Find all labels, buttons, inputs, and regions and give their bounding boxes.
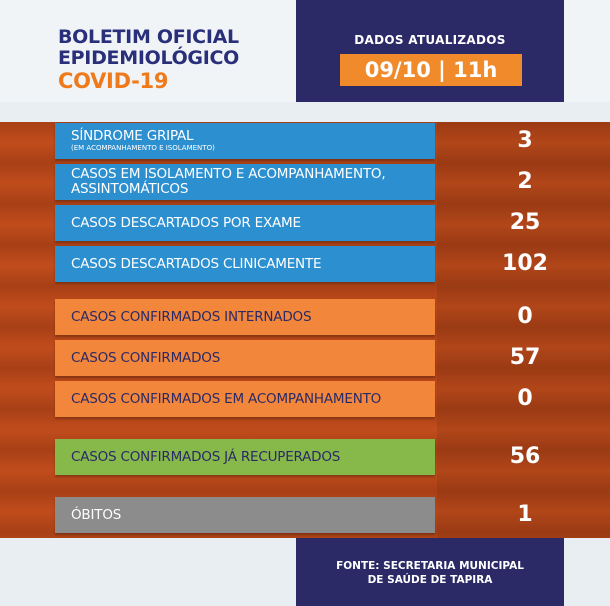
source-line-2: DE SAÚDE DE TAPIRA: [367, 574, 493, 586]
row-value-confirmados-acompanhamento: 0: [517, 386, 533, 411]
title-covid: COVID-19: [58, 69, 169, 93]
row-label-descartados-clinicamente: [55, 246, 435, 282]
row-value-confirmados: 57: [509, 345, 541, 370]
row-label-text: CASOS CONFIRMADOS JÁ RECUPERADOS: [71, 448, 341, 465]
row-label-text: CASOS DESCARTADOS POR EXAME: [71, 214, 301, 231]
row-label-descartados-exame: [55, 205, 435, 241]
row-label-text: CASOS EM ISOLAMENTO E ACOMPANHAMENTO, ASSINTOMÁTICOS: [71, 166, 386, 197]
row-label-text: SÍNDROME GRIPAL: [71, 128, 194, 144]
row-label-text: CASOS CONFIRMADOS: [71, 349, 221, 366]
title-line-1: BOLETIM OFICIAL: [58, 26, 239, 48]
row-label-text: CASOS CONFIRMADOS EM ACOMPANHAMENTO: [71, 390, 382, 407]
row-value-obitos: 1: [517, 502, 533, 527]
row-label-confirmados: [55, 340, 435, 376]
row-value-sindrome-gripal: 3: [517, 128, 533, 153]
row-label-text: CASOS CONFIRMADOS INTERNADOS: [71, 308, 312, 325]
source-line-1: FONTE: SECRETARIA MUNICIPAL: [336, 560, 524, 572]
row-label-confirmados-internados: [55, 299, 435, 335]
title-line-2: EPIDEMIOLÓGICO: [58, 47, 239, 69]
row-value-descartados-clinicamente: 102: [502, 251, 548, 276]
row-value-confirmados-internados: 0: [517, 304, 533, 329]
row-label-sindrome-gripal: [55, 123, 435, 159]
row-label-confirmados-acompanhamento: [55, 381, 435, 417]
update-panel: [296, 0, 564, 102]
row-label-text: CASOS DESCARTADOS CLINICAMENTE: [71, 255, 322, 272]
row-label-recuperados: [55, 439, 435, 475]
row-value-isolamento-assintomaticos: 2: [517, 169, 533, 194]
updated-date: 09/10 | 11h: [340, 54, 522, 86]
row-value-descartados-exame: 25: [509, 210, 541, 235]
row-sublabel-text: (EM ACOMPANHAMENTO E ISOLAMENTO): [71, 144, 215, 152]
row-label-obitos: [55, 497, 435, 533]
row-label-isolamento-assintomaticos: [55, 164, 435, 200]
source-note: [296, 559, 564, 587]
updated-label: DADOS ATUALIZADOS: [354, 33, 506, 47]
row-value-recuperados: 56: [509, 444, 541, 469]
row-label-text: ÓBITOS: [71, 506, 122, 523]
